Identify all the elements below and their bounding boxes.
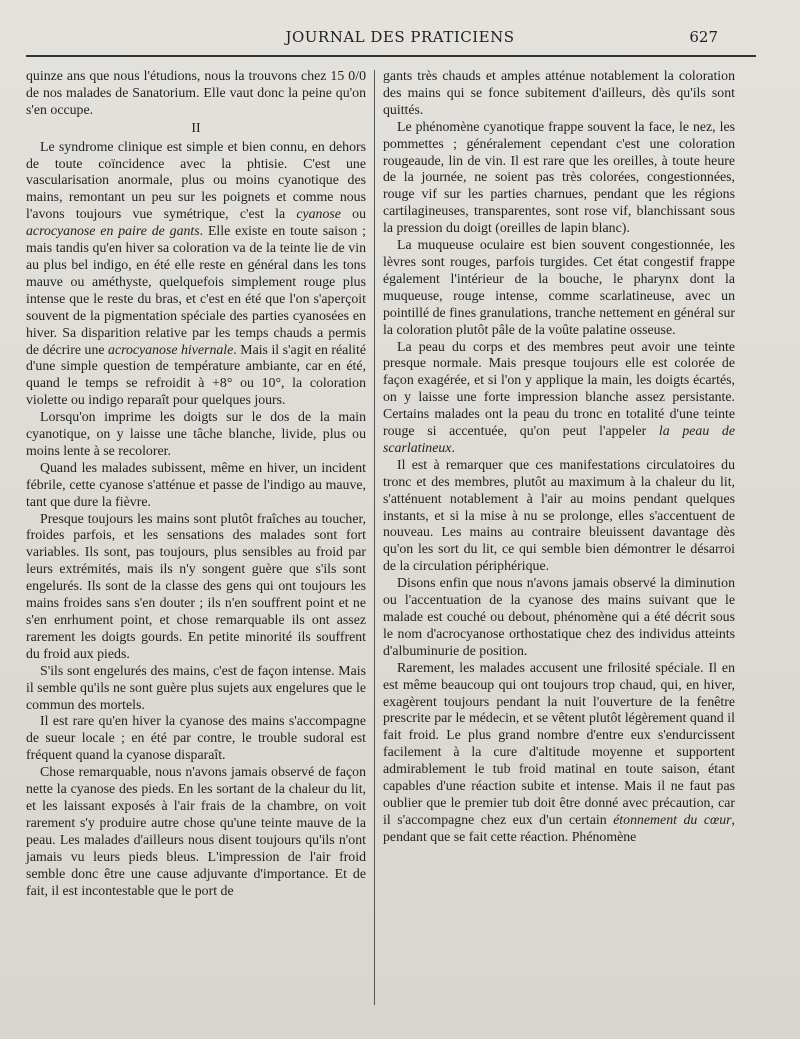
italic-term: cyanose bbox=[296, 206, 341, 222]
page-header bbox=[0, 26, 800, 50]
paragraph bbox=[383, 339, 735, 457]
paragraph: Disons enfin que nous n'avons jamais observé la diminution ou l'accentuation de la cyanose des mains suivant que le malade est couché ou debout, phénomène qui a été décrit sous le nom d'acrocyanose orthostatique chez des individus atteints d'albuminurie de position. bbox=[383, 575, 735, 658]
section-number: II bbox=[191, 120, 201, 136]
paragraph: Il est à remarquer que ces manifestations circulatoires du tronc et des membres, plutôt au maximum à la chaleur du lit, s'atténuent notablement à l'air au moins pendant quelques instants, et si la mise à nu se prolonge, elles s'accentuent de nouveau. Les mains au contraire bleuissent davantage dès qu'on les sort du lit, ce qui semble bien démontrer le désarroi de la circulation périphérique. bbox=[383, 456, 735, 574]
right-column bbox=[383, 68, 735, 846]
paragraph: Il est rare qu'en hiver la cyanose des mains s'accompagne de sueur locale ; en été par contre, le trouble sudoral est fréquent quand la cyanose disparaît. bbox=[26, 713, 366, 763]
paragraph: Quand les malades subissent, même en hiver, un incident fébrile, cette cyanose s'atténue et passe de l'indigo au mauve, tant que dure la fièvre. bbox=[26, 459, 366, 509]
paragraph: Chose remarquable, nous n'avons jamais observé de façon nette la cyanose des pieds. En les sortant de la chaleur du lit, et les laissant exposés à l'air frais de la chambre, on voit rarement s'y produire autre chose qu'une teinte mauve de la peau. Les malades d'ailleurs nous disent toujours qu'ils n'ont jamais vu leurs pieds bleus. L'impression de l'air froid semble donc être une cause adjuvante d'importance. Et de fait, il est incontestable que le port de bbox=[26, 764, 366, 898]
italic-term: étonnement du cœur bbox=[613, 811, 732, 827]
text-run: . Mais il s'agit en réalité d'une simple question de température ambiante, car en été, quand le temps se refroidit à +8° ou 10°, la coloration violette ou indigo reparaît pour quelques jours. bbox=[26, 341, 366, 408]
italic-term: acrocyanose hivernale bbox=[108, 341, 234, 357]
text-run: , pendant que se fait cette réaction. Phénomène bbox=[383, 811, 736, 844]
paragraph: Le phénomène cyanotique frappe souvent la face, le nez, les pommettes ; généralement cependant c'est une coloration rougeaude, lin de vin. Il est rare que les oreilles, à toute heure de la journée, ne soient pas très colorées, congestionnées, rouge vif sur les parties charnues, pendant que les régions cartilagineuses, transparentes, sont rose vif, blanchissant sous la pression du doigt (oreilles de lapin blanc). bbox=[383, 118, 735, 236]
paragraph: La muqueuse oculaire est bien souvent congestionnée, les lèvres sont rouges, parfois turgides. Cet état congestif frappe également l'intérieur de la bouche, le pharynx dont la muqueuse, rouge intense, comme scarlatineuse, avec un pointillé de fines granulations, tranche nettement en général sur la coloration plutôt pâle de la voûte palatine osseuse. bbox=[383, 237, 735, 337]
text-run: Le syndrome clinique est simple et bien connu, en dehors de toute coïncidence avec la phtisie. C'est une vascularisation anormale, plus ou moins cyanotique des mains, remontant un peu sur les poignets et comme nous l'avons toujours vue symétrique, c'est la bbox=[26, 138, 366, 222]
text-run: Rarement, les malades accusent une frilosité spéciale. Il en est même beaucoup qui ont toujours trop chaud, qui, en hiver, exagèrent toujours pendant la nuit l'ouverture de la fenêtre prescrite par le médecin, et se vêtent plutôt légèrement quand il fait froid. Le plus grand nombre d'entre eux s'endurcissent facilement à la cure d'altitude moyenne et supportent admirablement le tub froid matinal en toute saison, étant capables d'une réaction subite et intense. Mais il ne faut pas oublier que le premier tub doit être donné avec précaution, car il s'accompagne chez eux d'un certain bbox=[383, 659, 735, 827]
paragraph: Lorsqu'on imprime les doigts sur le dos de la main cyanotique, on y laisse une tâche blanche, livide, plus ou moins lente à se recolorer. bbox=[26, 409, 366, 458]
text-run: ou bbox=[340, 206, 366, 222]
text-run: . Elle existe en toute saison ; mais tandis qu'en hiver sa coloration va de la teinte lie de vin au plus bel indigo, en été elle reste en général dans les tons mauve ou améthyste, quelquefois simplement rouge plus intense que le reste du bras, et c'est en été que l'on s'aperçoit souvent de la pigmentation spéciale des parties cyanosées en hiver. Sa disparition relative par les temps chauds a permis de décrire une bbox=[26, 223, 366, 357]
text-run: . bbox=[451, 439, 455, 455]
page-number: 627 bbox=[689, 28, 718, 46]
paragraph: quinze ans que nous l'étudions, nous la trouvons chez 15 0/0 de nos malades de Sanatorium. Elle vaut donc la peine qu'on s'en occupe. bbox=[26, 68, 366, 117]
paragraph: Presque toujours les mains sont plutôt fraîches au toucher, froides parfois, et les sensations des malades sont fort variables. Ils sont, pas toujours, plus sensibles au froid par leurs extrémités, mais ils n'y songent guère que s'ils sont engelurés. Ils sont de la classe des gens qui ont toujours les mains froides sans s'en douter ; ils n'en souffrent point et ne s'en enrhument point, et chose remarquable ils ont assez rarement les doigts gourds. En petite minorité ils souffrent du froid aux pieds. bbox=[26, 510, 366, 661]
text-run: La peau du corps et des membres peut avoir une teinte presque normale. Mais presque toujours elle est colorée de façon exagérée, et si l'on y applique la main, les doigts écartés, on y laisse une forte impression blanche assez persistante. Certains malades ont la peau du tronc en totalité d'une teinte rouge si accentuée, qu'on peut l'appeler bbox=[383, 338, 735, 439]
running-title: JOURNAL DES PRATICIENS bbox=[285, 28, 515, 46]
paragraph: S'ils sont engelurés des mains, c'est de façon intense. Mais il semble qu'ils ne sont guère plus sujets aux engelures que le commun des mortels. bbox=[26, 662, 366, 712]
italic-term: la peau de scarlatineux bbox=[383, 423, 735, 455]
left-column bbox=[26, 68, 366, 899]
paragraph bbox=[383, 660, 735, 846]
header-rule bbox=[26, 55, 756, 57]
paragraph: gants très chauds et amples atténue notablement la coloration des mains qui se fonce subitement d'ailleurs, dès qu'ils sont quittés. bbox=[383, 68, 735, 117]
column-divider bbox=[374, 70, 375, 1005]
italic-term: acrocyanose en paire de gants bbox=[26, 223, 200, 239]
paragraph bbox=[26, 139, 366, 410]
